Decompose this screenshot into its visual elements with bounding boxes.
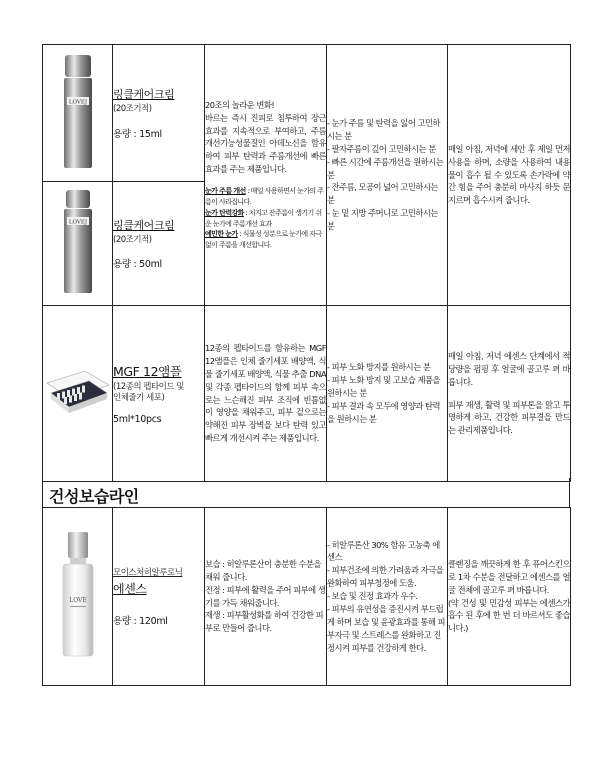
usage-text: 피부 재생, 활력 및 피부톤을 맑고 투명하게 하고, 건강한 피부결을 만드는 관리제품입니다.	[448, 399, 570, 436]
usage-text: (약 건성 및 민감성 피부는 에센스가 흡수 된 후에 한 번 더 바르셔도 좋습니다.)	[448, 597, 570, 634]
target-item: - 팔자주름이 깊어 고민하시는 분	[327, 143, 436, 154]
product-name-line2: 에센스	[113, 582, 147, 597]
product-volume: 용량 : 120ml	[113, 616, 168, 628]
description-cell	[205, 508, 327, 686]
target-cell	[327, 306, 448, 482]
target-cell	[327, 508, 448, 686]
usage-cell	[448, 45, 571, 306]
description-body: 바르는 즉시 진피로 침투하여 장근효과를 지속적으로 부여하고, 주름개선기능성물질인 아데노신을 함유하여 피부 탄력과 주름개선에 빠른 효과를 주는 제품입니다.	[205, 112, 326, 175]
white-essence-bottle-icon	[43, 530, 112, 664]
svg-text:LOVE: LOVE	[68, 596, 87, 604]
product-image-cell	[43, 306, 113, 482]
table-row	[43, 306, 571, 482]
description-body: 12종의 펩타이드를 함유하는 MGF 12앰플은 인체 줄기세포 배양액, 식물 줄기세포 배양액, 식물 추출 DNA 및 각종 펩타이드의 함께 피부 속으로는 느슨해진 피부 조직에 빈틈없이 영양을 채워주고, 피부 겉으로는 약해진 피부 장벽을 보다 탄력 있고 빠르게 개선시켜 주는 제품입니다.	[205, 343, 326, 444]
target-item: - 피부 노화 방지 및 고보습 제품을 원하시는 분	[327, 375, 441, 399]
product-spec: (20조기적)	[113, 104, 152, 115]
target-item: - 빠른 시간에 주름개선을 원하시는 분	[327, 156, 444, 180]
target-item: - 눈 밑 지방 주머니로 고민하시는 분	[327, 208, 438, 231]
product-image-cell	[43, 45, 113, 182]
description-cell	[205, 45, 327, 306]
feature-sensitive-eye: 예민한 눈가 : 식물성 성분으로 눈가에 자극 없이 주름을 개선합니다.	[205, 230, 322, 250]
description-item: 재생 : 피부활성화를 하여 건강한 피부로 만들어 줍니다.	[205, 610, 324, 634]
usage-cell	[448, 306, 571, 482]
description-item: 진정 : 피부에 활력을 주어 피부에 생기를 가득 채워줍니다.	[205, 584, 326, 608]
target-cell	[327, 45, 448, 306]
section-title: 건성보습라인	[49, 487, 139, 506]
product-name-cell	[113, 508, 205, 686]
ampoule-kit-icon	[43, 363, 112, 425]
product-volume: 5ml*10pcs	[113, 414, 162, 426]
product-spec: (12종의 펩타이드 및 인체줄기 세포)	[113, 381, 185, 403]
target-item: - 피부건조에 의한 가려움과 자극을 완화하여 피부청정에 도움.	[327, 565, 444, 589]
target-item: - 피부 노화 방지를 원하시는 분	[327, 362, 431, 373]
product-name-line1: 모이스처히알루로닉	[113, 567, 183, 578]
target-item: - 잔주름, 모공이 넓어 고민하시는 분	[327, 182, 438, 206]
product-spec: (20조기적)	[113, 234, 152, 245]
product-name-cell	[113, 45, 205, 182]
product-name: 링클케어크림	[113, 88, 175, 102]
silver-pump-bottle-icon	[43, 51, 112, 175]
target-item: - 피부의 유연성을 증진시켜 부드럽게 하며 보습 및 윤광효과를 통해 피부자극 및 스트레스를 완화하고 진정시켜 피부를 건강하게 한다.	[327, 603, 446, 653]
product-table-1	[42, 44, 571, 482]
description-title: 20조의 놀라운 변화!	[205, 99, 275, 110]
usage-text: 클렌징을 깨끗하게 한 후 퓨어스킨으로 1차 수분을 전달하고 에센스를 얼굴 전체에 골고루 펴 바릅니다.	[448, 558, 570, 595]
usage-text: 매일 아침, 저녁 에센스 단계에서 적당량을 펌핑 후 얼굴에 골고루 펴 바릅니다.	[448, 350, 570, 387]
usage-cell	[448, 508, 571, 686]
target-item: - 눈가 주름 및 탄력을 잃어 고민하시는 분	[327, 118, 441, 141]
description-item: 보습 : 히알루론산이 충분한 수분을 채워 줍니다.	[205, 558, 322, 582]
product-name-cell	[113, 306, 205, 482]
target-item: - 보습 및 진정 효과가 우수.	[327, 591, 418, 602]
product-image-cell	[43, 182, 113, 306]
product-volume: 용량 : 50ml	[113, 259, 162, 271]
usage-text: 매일 아침, 저녁에 세안 후 제일 먼저 사용을 하며, 소량을 사용하여 내용물이 흡수 될 수 있도록 손가락에 약간 힘을 주어 충분히 마사지 하듯 문지르며 흡수시켜 줍니다.	[448, 143, 570, 206]
product-image-cell	[43, 508, 113, 686]
silver-pump-bottle-icon	[43, 187, 112, 301]
svg-text:LOVEJ: LOVEJ	[68, 219, 87, 225]
product-name-cell	[113, 182, 205, 306]
section-header	[42, 478, 570, 507]
target-item: - 피부 결과 속 모두에 영양과 탄력을 원하시는 분	[327, 400, 441, 424]
product-table-2	[42, 507, 571, 686]
description-cell	[205, 306, 327, 482]
table-row	[43, 508, 571, 686]
feature-eye-wrinkle: 눈가 주름 개선 : 매일 사용하면서 눈가의 주름이 사라집니다.	[205, 187, 324, 206]
feature-eye-elasticity: 눈가 탄력강화 : 처지고 잔주름이 생기기 쉬운 눈가에 주름개선 효과	[205, 208, 322, 228]
product-volume: 용량 : 15ml	[113, 128, 162, 140]
svg-text:LOVEJ: LOVEJ	[68, 99, 87, 106]
product-name: 링클케어크림	[113, 218, 175, 232]
table-row	[43, 45, 571, 182]
product-name: MGF 12앰플	[113, 363, 182, 379]
target-item: - 히알루론산 30% 함유 고농축 에센스	[327, 539, 440, 563]
